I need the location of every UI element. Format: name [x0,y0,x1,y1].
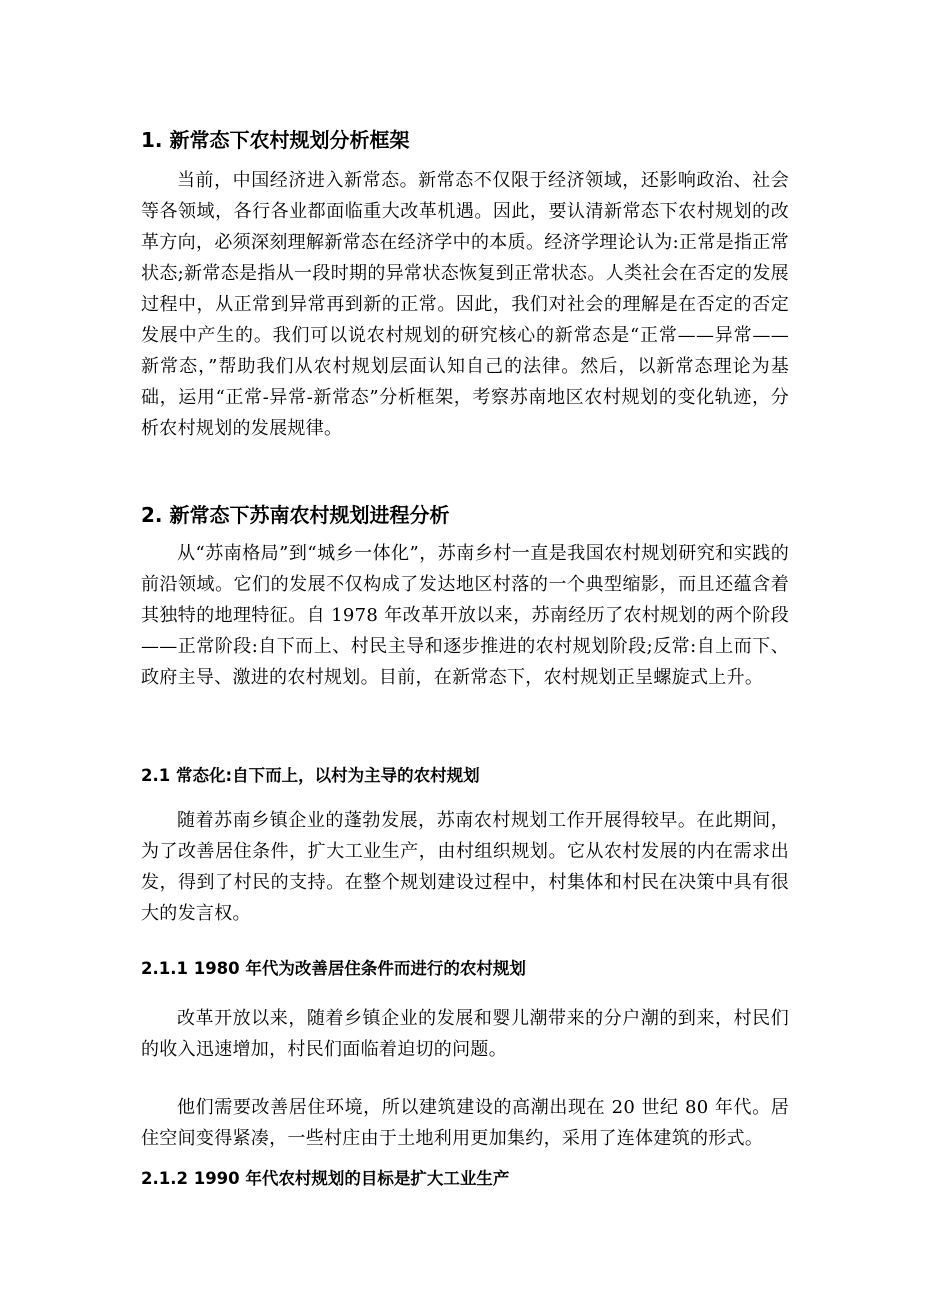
section-1-paragraph: 当前，中国经济进入新常态。新常态不仅限于经济领域，还影响政治、社会等各领域，各行各业都面临重大改革机遇。因此，要认清新常态下农村规划的改革方向，必须深刻理解新常态在经济学中的本质。经济学理论认为:正常是指正常状态;新常态是指从一段时期的异常状态恢复到正常状态。人类社会在否定的发展过程中，从正常到异常再到新的正常。因此，我们对社会的理解是在否定的否定发展中产生的。我们可以说农村规划的研究核心的新常态是“正常——异常——新常态，”帮助我们从农村规划层面认知自己的法律。然后，以新常态理论为基础，运用“正常-异常-新常态”分析框架，考察苏南地区农村规划的变化轨迹，分析农村规划的发展规律。 [141,170,789,439]
section-2-1-1-paragraph-2: 他们需要改善居住环境，所以建筑建设的高潮出现在 20 世纪 80 年代。居住空间变得紧凑，一些村庄由于土地利用更加集约，采用了连体建筑的形式。 [141,1097,789,1149]
section-2-1-heading: 2.1 常态化:自下而上，以村为主导的农村规划 [141,766,480,785]
section-1-heading: 1. 新常态下农村规划分析框架 [141,128,410,152]
section-2-paragraph: 从“苏南格局”到“城乡一体化”，苏南乡村一直是我国农村规划研究和实践的前沿领域。它们的发展不仅构成了发达地区村落的一个典型缩影，而且还蕴含着其独特的地理特征。自 1978 年改革开放以来，苏南经历了农村规划的两个阶段——正常阶段:自下而上、村民主导和逐步推进的农村规划阶段;反常:自上而下、政府主导、激进的农村规划。目前，在新常态下，农村规划正呈螺旋式上升。 [141,543,789,688]
section-2-1-1-heading: 2.1.1 1980 年代为改善居住条件而进行的农村规划 [141,959,526,978]
section-2-1-2-heading: 2.1.2 1990 年代农村规划的目标是扩大工业生产 [141,1169,510,1188]
section-2-heading: 2. 新常态下苏南农村规划进程分析 [141,503,450,527]
section-2-1-paragraph: 随着苏南乡镇企业的蓬勃发展，苏南农村规划工作开展得较早。在此期间，为了改善居住条件，扩大工业生产，由村组织规划。它从农村发展的内在需求出发，得到了村民的支持。在整个规划建设过程中，村集体和村民在决策中具有很大的发言权。 [141,810,789,924]
section-2-1-1-paragraph-1: 改革开放以来，随着乡镇企业的发展和婴儿潮带来的分户潮的到来，村民们的收入迅速增加，村民们面临着迫切的问题。 [141,1008,789,1060]
